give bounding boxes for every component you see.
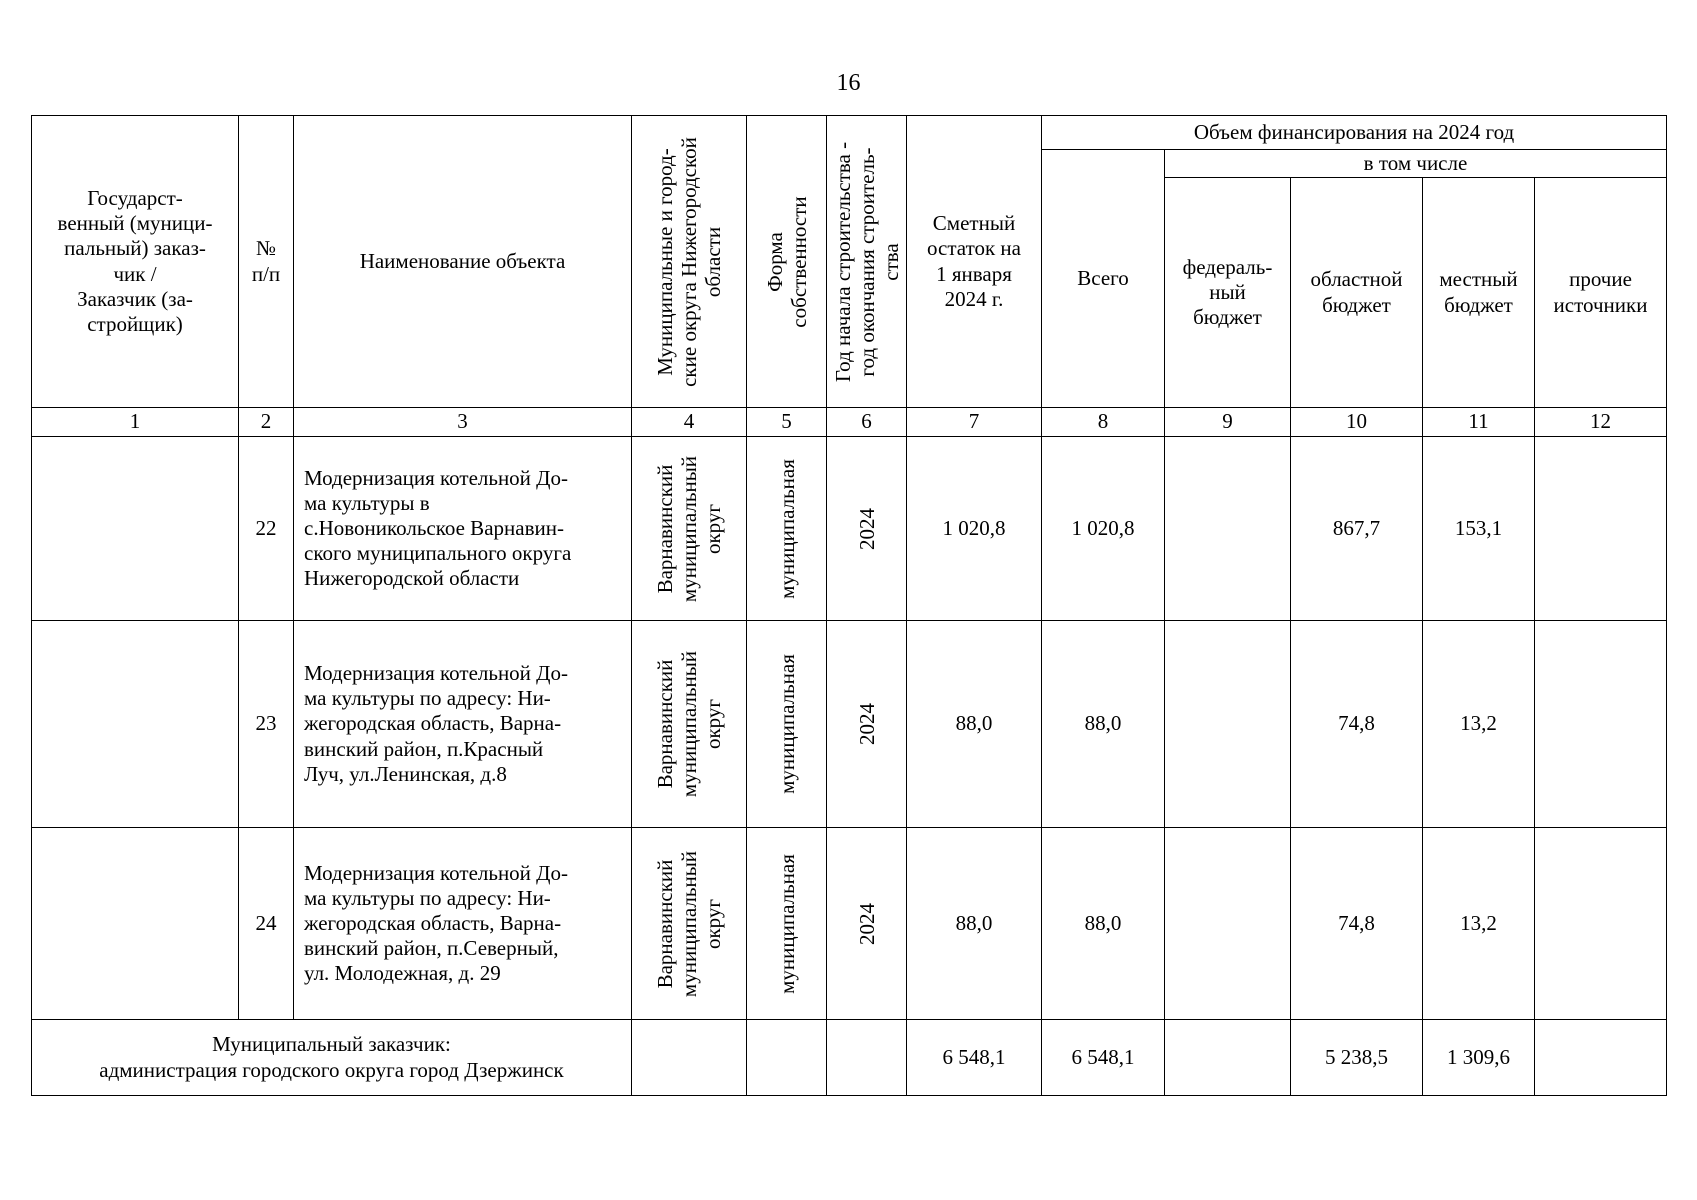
- page-number: 16: [836, 70, 861, 96]
- row-object-name: Модернизация котельной До- ма культуры по адресу: Ни- жегородская область, Варна- винский район, п.Северный, ул. Молодежная, д. 29: [294, 828, 632, 1020]
- column-number: 11: [1423, 408, 1535, 437]
- row-object-name: Модернизация котельной До- ма культуры в с.Новоникольское Варнавин- ского муниципального округа Нижегородской области: [294, 437, 632, 621]
- row-local: 13,2: [1423, 621, 1535, 828]
- row-year: 2024: [827, 621, 907, 828]
- column-number: 10: [1291, 408, 1423, 437]
- header-estimate: Сметный остаток на 1 января 2024 г.: [907, 116, 1042, 408]
- row-ownership: муниципальная: [747, 828, 827, 1020]
- header-customer: Государст- венный (муници- пальный) заказ- чик / Заказчик (за- стройщик): [32, 116, 239, 408]
- row-year: 2024: [827, 437, 907, 621]
- summary-ownership: [747, 1020, 827, 1096]
- row-estimate: 1 020,8: [907, 437, 1042, 621]
- summary-other: [1535, 1020, 1667, 1096]
- header-federal: федераль- ный бюджет: [1165, 178, 1291, 408]
- summary-municipal: [632, 1020, 747, 1096]
- header-years: Год начала строительства - год окончания строитель- ства: [827, 116, 907, 408]
- row-estimate: 88,0: [907, 828, 1042, 1020]
- table-row: [32, 828, 1667, 1020]
- column-number: 2: [239, 408, 294, 437]
- header-regional: областной бюджет: [1291, 178, 1423, 408]
- row-estimate: 88,0: [907, 621, 1042, 828]
- header-including: в том числе: [1165, 150, 1667, 178]
- header-object-name: Наименование объекта: [294, 116, 632, 408]
- summary-regional: 5 238,5: [1291, 1020, 1423, 1096]
- column-number: 5: [747, 408, 827, 437]
- column-number: 4: [632, 408, 747, 437]
- header-municipal: Муниципальные и город- ские округа Нижегородской области: [632, 116, 747, 408]
- column-number: 3: [294, 408, 632, 437]
- header-num: № п/п: [239, 116, 294, 408]
- row-municipal: Варнавинский муниципальный округ: [632, 621, 747, 828]
- summary-local: 1 309,6: [1423, 1020, 1535, 1096]
- summary-total: 6 548,1: [1042, 1020, 1165, 1096]
- row-other: [1535, 437, 1667, 621]
- row-ownership: муниципальная: [747, 437, 827, 621]
- row-num: 22: [239, 437, 294, 621]
- header-total: Всего: [1042, 150, 1165, 408]
- row-federal: [1165, 437, 1291, 621]
- row-total: 88,0: [1042, 621, 1165, 828]
- column-number: 12: [1535, 408, 1667, 437]
- row-num: 23: [239, 621, 294, 828]
- row-ownership: муниципальная: [747, 621, 827, 828]
- table-row: [32, 621, 1667, 828]
- row-local: 13,2: [1423, 828, 1535, 1020]
- summary-federal: [1165, 1020, 1291, 1096]
- column-numbers-row: [32, 408, 1667, 437]
- row-regional: 74,8: [1291, 621, 1423, 828]
- row-regional: 74,8: [1291, 828, 1423, 1020]
- row-year: 2024: [827, 828, 907, 1020]
- column-number: 9: [1165, 408, 1291, 437]
- row-municipal: Варнавинский муниципальный округ: [632, 828, 747, 1020]
- financing-table: [31, 115, 1667, 1096]
- row-total: 88,0: [1042, 828, 1165, 1020]
- column-number: 6: [827, 408, 907, 437]
- row-customer: [32, 621, 239, 828]
- header-ownership: Форма собственности: [747, 116, 827, 408]
- header-local: местный бюджет: [1423, 178, 1535, 408]
- row-federal: [1165, 621, 1291, 828]
- summary-row: [32, 1020, 1667, 1096]
- row-num: 24: [239, 828, 294, 1020]
- row-customer: [32, 437, 239, 621]
- row-local: 153,1: [1423, 437, 1535, 621]
- row-customer: [32, 828, 239, 1020]
- table-row: [32, 437, 1667, 621]
- row-municipal: Варнавинский муниципальный округ: [632, 437, 747, 621]
- summary-label: Муниципальный заказчик: администрация городского округа город Дзержинск: [32, 1020, 632, 1096]
- summary-year: [827, 1020, 907, 1096]
- column-number: 1: [32, 408, 239, 437]
- row-other: [1535, 621, 1667, 828]
- summary-estimate: 6 548,1: [907, 1020, 1042, 1096]
- header-other: прочие источники: [1535, 178, 1667, 408]
- row-total: 1 020,8: [1042, 437, 1165, 621]
- column-number: 8: [1042, 408, 1165, 437]
- row-other: [1535, 828, 1667, 1020]
- header-funding-group: Объем финансирования на 2024 год: [1042, 116, 1667, 150]
- column-number: 7: [907, 408, 1042, 437]
- row-regional: 867,7: [1291, 437, 1423, 621]
- row-federal: [1165, 828, 1291, 1020]
- row-object-name: Модернизация котельной До- ма культуры по адресу: Ни- жегородская область, Варна- винский район, п.Красный Луч, ул.Ленинская, д.8: [294, 621, 632, 828]
